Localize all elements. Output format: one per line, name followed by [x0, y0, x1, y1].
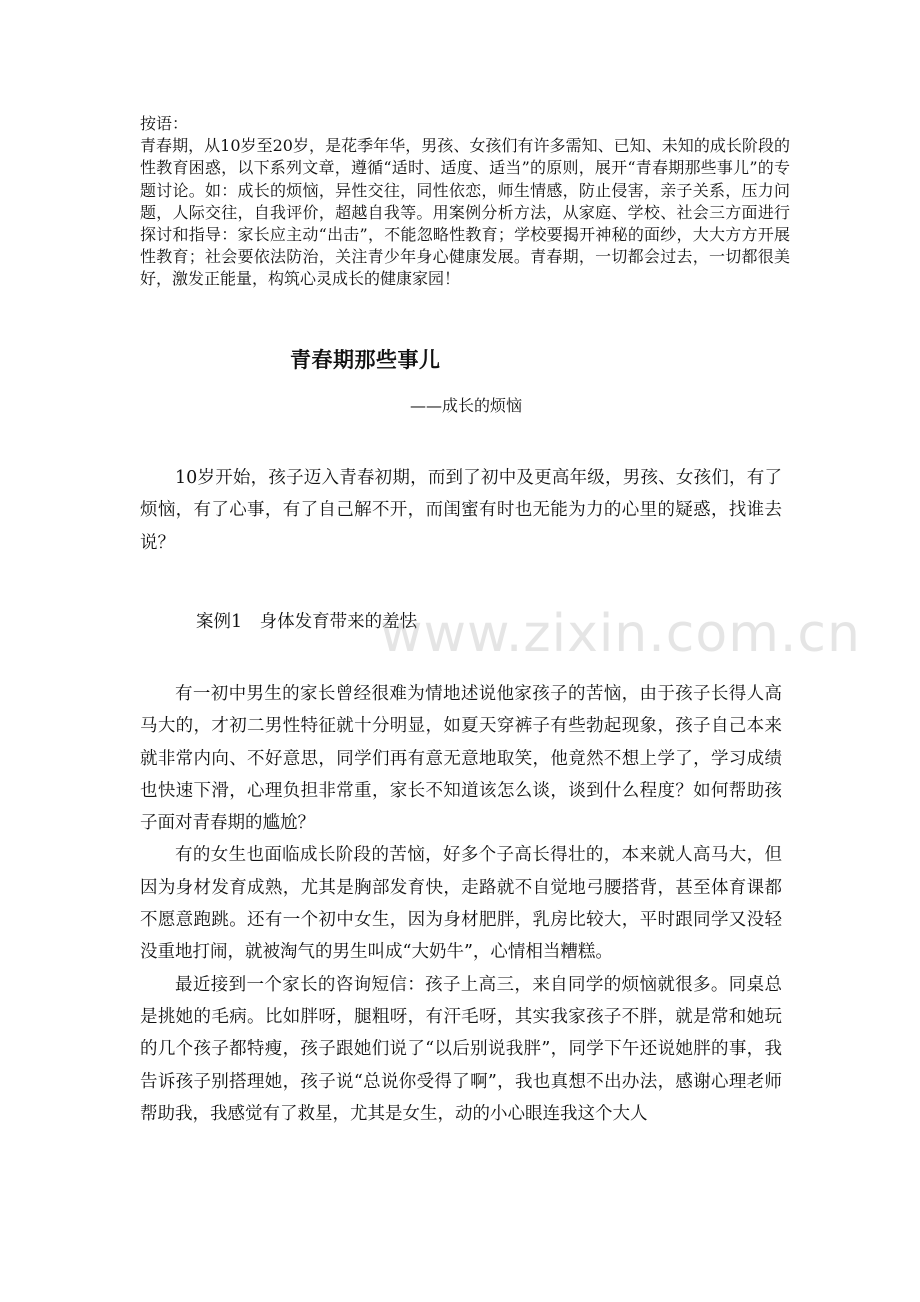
article-subtitle: ——成长的烦恼 [410, 396, 523, 415]
intro-section [140, 462, 782, 559]
article-title: 青春期那些事儿 [290, 348, 441, 372]
case-heading: 案例1 身体发育带来的羞怯 [196, 612, 418, 632]
watermark: www.zixin.com.cn [380, 604, 861, 664]
case-paragraph: 有一初中男生的家长曾经很难为情地述说他家孩子的苦恼，由于孩子长得人高马大的，才初二男性特征就十分明显，如夏天穿裤子有些勃起现象，孩子自己本来就非常内向、不好意思，同学们再有意无意地取笑，他竟然不想上学了，学习成绩也快速下滑，心理负担非常重，家长不知道该怎么谈，谈到什么程度？如何帮助孩子面对青春期的尴尬？ [140, 684, 782, 834]
editor-note-label: 按语： [140, 114, 189, 133]
editor-note-text: 青春期，从10岁至20岁，是花季年华，男孩、女孩们有许多需知、已知、未知的成长阶段的性教育困惑，以下系列文章，遵循“适时、适度、适当”的原则，展开“青春期那些事儿”的专题讨论。如：成长的烦恼，异性交往，同性依恋，师生情感，防止侵害，亲子关系，压力问题，人际交往，自我评价，超越自我等。用案例分析方法，从家庭、学校、社会三方面进行探讨和指导：家长应主动“出击”，不能忽略性教育；学校要揭开神秘的面纱，大大方方开展性教育；社会要依法防治，关注青少年身心健康发展。青春期，一切都会过去，一切都很美好，激发正能量，构筑心灵成长的健康家园！ [140, 136, 790, 289]
case-body [140, 678, 782, 1130]
case-paragraph: 有的女生也面临成长阶段的苦恼，好多个子高长得壮的，本来就人高马大，但因为身材发育成熟，尤其是胸部发育快，走路就不自觉地弓腰搭背，甚至体育课都不愿意跑跳。还有一个初中女生，因为身材肥胖，乳房比较大，平时跟同学又没轻没重地打闹，就被淘气的男生叫成“大奶牛”，心情相当糟糕。 [140, 845, 782, 963]
intro-paragraph: 10岁开始，孩子迈入青春初期，而到了初中及更高年级，男孩、女孩们，有了烦恼，有了心事，有了自己解不开，而闺蜜有时也无能为力的心里的疑惑，找谁去说？ [140, 468, 782, 553]
case-paragraph: 最近接到一个家长的咨询短信：孩子上高三，来自同学的烦恼就很多。同桌总是挑她的毛病。比如胖呀，腿粗呀，有汗毛呀，其实我家孩子不胖，就是常和她玩的几个孩子都特瘦，孩子跟她们说了“以后别说我胖”，同学下午还说她胖的事，我告诉孩子别搭理她，孩子说“总说你受得了啊”，我也真想不出办法，感谢心理老师帮助我，我感觉有了救星，尤其是女生，动的小心眼连我这个大人 [140, 974, 782, 1124]
editor-note [140, 113, 790, 291]
